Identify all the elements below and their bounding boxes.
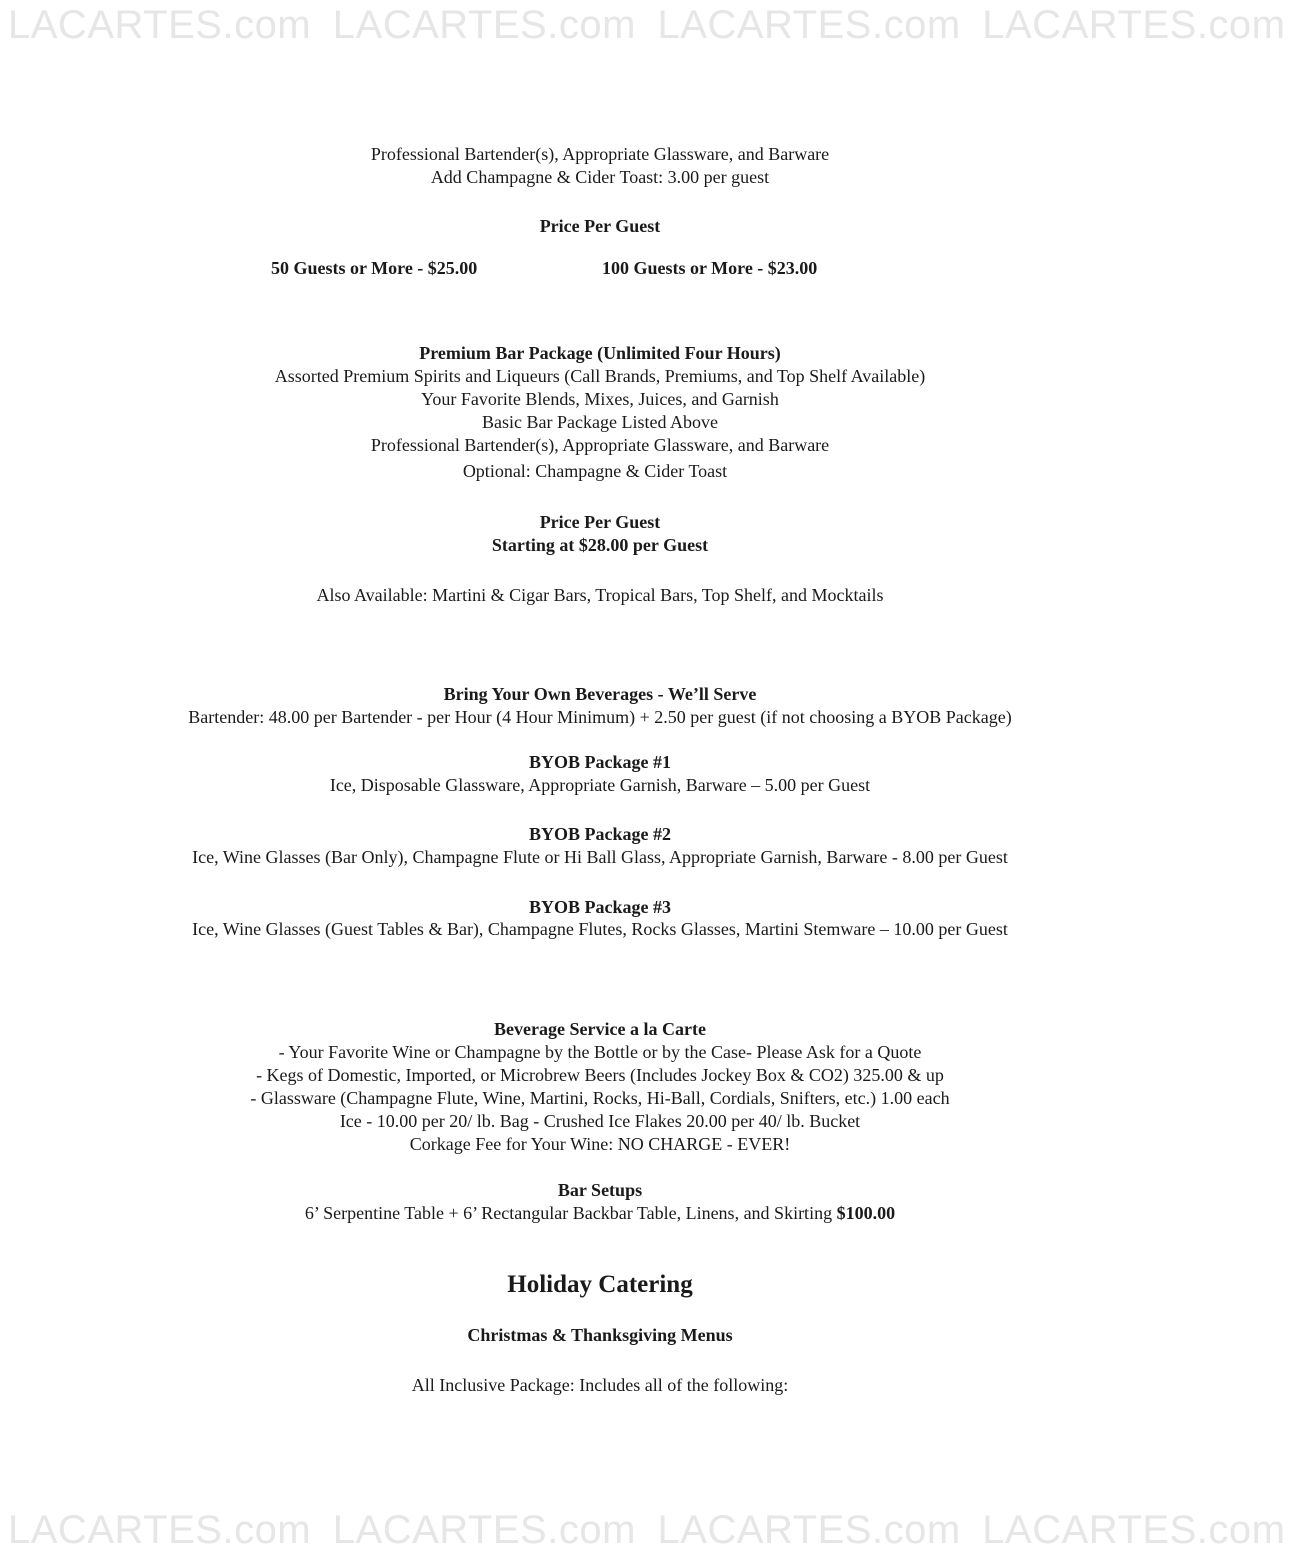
watermark-text: LACARTES.com	[982, 3, 1286, 47]
byob-package-title: BYOB Package #1	[529, 752, 671, 772]
byob-package-desc: Ice, Wine Glasses (Bar Only), Champagne Flute or Hi Ball Glass, Appropriate Garnish, Barware - 8.00 per Guest	[192, 847, 1008, 867]
watermark-text: LACARTES.com	[332, 3, 636, 47]
bar-setups-desc	[0, 1202, 1200, 1224]
byob-package-desc: Ice, Wine Glasses (Guest Tables & Bar), Champagne Flutes, Rocks Glasses, Martini Stemware – 10.00 per Guest	[192, 919, 1008, 939]
byob-bartender-rate: Bartender: 48.00 per Bartender - per Hour (4 Hour Minimum) + 2.50 per guest (if not choosing a BYOB Package)	[188, 707, 1012, 727]
a-la-carte-line: - Glassware (Champagne Flute, Wine, Martini, Rocks, Hi-Ball, Cordials, Snifters, etc.) 1.00 each	[250, 1088, 950, 1108]
a-la-carte-line: - Your Favorite Wine or Champagne by the Bottle or by the Case- Please Ask for a Quote	[278, 1042, 922, 1062]
byob-package-desc: Ice, Disposable Glassware, Appropriate Garnish, Barware – 5.00 per Guest	[329, 775, 871, 795]
watermark-text: LACARTES.com	[8, 3, 312, 47]
watermark-text: LACARTES.com	[8, 1508, 312, 1552]
bar-setups-price: $100.00	[836, 1203, 896, 1223]
byob-package-title: BYOB Package #2	[529, 824, 671, 844]
watermark-text: LACARTES.com	[982, 1508, 1286, 1552]
watermark-bottom	[8, 1508, 1286, 1552]
holiday-title: Holiday Catering	[507, 1271, 693, 1298]
watermark-text: LACARTES.com	[332, 1508, 636, 1552]
a-la-carte-line: - Kegs of Domestic, Imported, or Microbrew Beers (Includes Jockey Box & CO2) 325.00 & up	[256, 1065, 944, 1085]
watermark-top	[8, 3, 1286, 47]
a-la-carte-line: Ice - 10.00 per 20/ lb. Bag - Crushed Ice Flakes 20.00 per 40/ lb. Bucket	[339, 1111, 861, 1131]
premium-bar-line: Assorted Premium Spirits and Liqueurs (Call Brands, Premiums, and Top Shelf Available)	[274, 366, 926, 386]
watermark-text: LACARTES.com	[657, 1508, 961, 1552]
premium-bar-line: Basic Bar Package Listed Above	[482, 412, 718, 432]
holiday-subtitle: Christmas & Thanksgiving Menus	[467, 1325, 733, 1345]
bar-setups-desc-text: 6’ Serpentine Table + 6’ Rectangular Backbar Table, Linens, and Skirting	[304, 1203, 837, 1223]
premium-bar-line: Optional: Champagne & Cider Toast	[462, 461, 728, 481]
price-tier-50: 50 Guests or More - $25.00	[271, 258, 478, 278]
premium-bar-price: Starting at $28.00 per Guest	[491, 535, 709, 555]
premium-bar-title: Premium Bar Package (Unlimited Four Hours)	[419, 343, 781, 363]
premium-bar-price-heading: Price Per Guest	[539, 512, 661, 532]
a-la-carte-title: Beverage Service a la Carte	[494, 1019, 706, 1039]
basic-bar-toast: Add Champagne & Cider Toast: 3.00 per guest	[430, 167, 770, 187]
byob-package-title: BYOB Package #3	[529, 897, 671, 917]
premium-bar-line: Professional Bartender(s), Appropriate Glassware, and Barware	[370, 435, 830, 455]
bar-setups-title: Bar Setups	[557, 1180, 643, 1200]
holiday-intro: All Inclusive Package: Includes all of the following:	[411, 1375, 789, 1395]
basic-bar-includes: Professional Bartender(s), Appropriate Glassware, and Barware	[370, 144, 830, 164]
price-tier-100: 100 Guests or More - $23.00	[602, 258, 818, 278]
a-la-carte-line: Corkage Fee for Your Wine: NO CHARGE - EVER!	[409, 1134, 791, 1154]
byob-title: Bring Your Own Beverages - We’ll Serve	[443, 684, 757, 704]
watermark-text: LACARTES.com	[657, 3, 961, 47]
basic-bar-price-heading: Price Per Guest	[539, 216, 661, 236]
premium-bar-line: Your Favorite Blends, Mixes, Juices, and Garnish	[421, 389, 779, 409]
also-available: Also Available: Martini & Cigar Bars, Tropical Bars, Top Shelf, and Mocktails	[316, 585, 884, 605]
